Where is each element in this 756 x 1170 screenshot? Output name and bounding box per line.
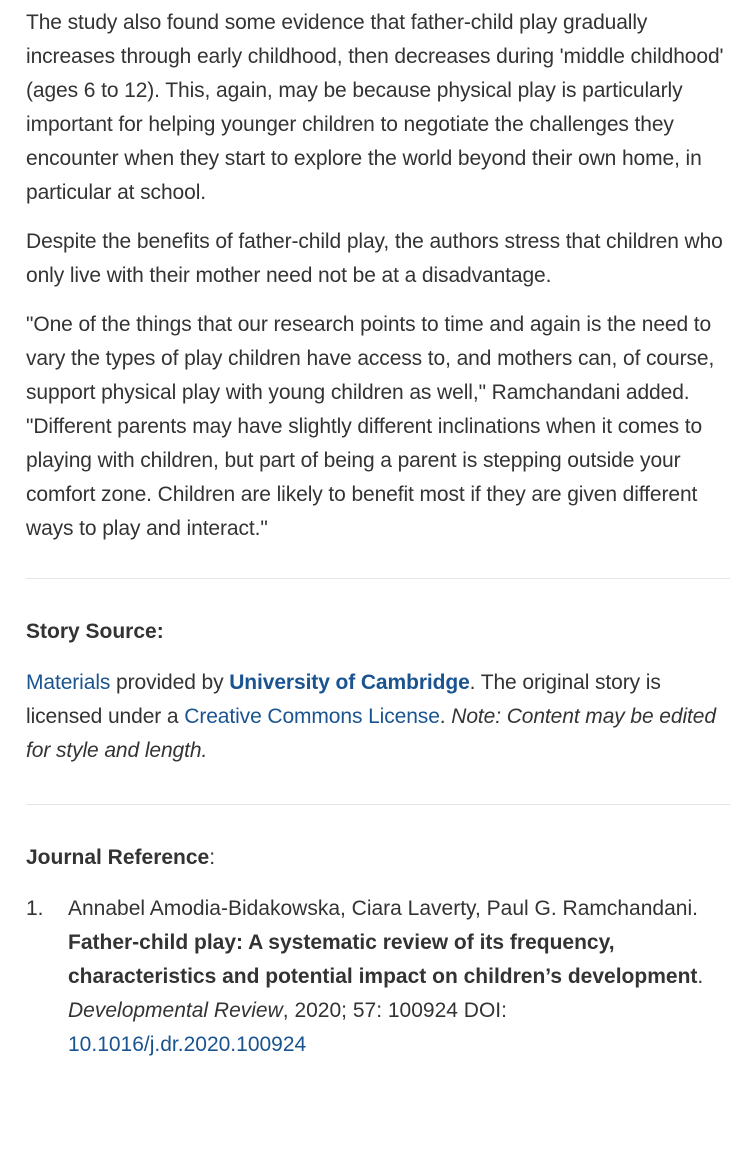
article-paragraph-1: The study also found some evidence that father-child play gradually increases through early childhood, then decreases during 'middle childhood' (ages 6 to 12). This, again, may be because physical play is particularly important for helping younger children to negotiate the challenges they encounter when they start to explore the world beyond their own home, in particular at school. (26, 11, 724, 204)
reference-details: , 2020; 57: 100924 DOI: (282, 999, 507, 1022)
materials-link[interactable]: Materials (26, 671, 111, 694)
license-link[interactable]: Creative Commons License (184, 705, 440, 728)
story-source-heading: Story Source: (26, 620, 164, 643)
university-link[interactable]: University of Cambridge (229, 671, 470, 694)
reference-authors: Annabel Amodia-Bidakowska, Ciara Laverty, Paul G. Ramchandani. (68, 897, 698, 920)
license-period: . (439, 705, 446, 728)
reference-item (26, 892, 730, 1062)
story-source-section (26, 579, 730, 768)
doi-link[interactable]: 10.1016/j.dr.2020.100924 (68, 1033, 307, 1056)
article-paragraph-2: Despite the benefits of father-child play, the authors stress that children who only live with their mother need not be at a disadvantage. (26, 230, 723, 287)
reference-number: 1. (26, 897, 44, 920)
journal-reference-heading (26, 841, 730, 875)
journal-reference-section (26, 805, 730, 1062)
article-paragraph-3: "One of the things that our research points to time and again is the need to vary the types of play children have access to, and mothers can, of course, support physical play with young children as well," Ramchandani added. "Different parents may have slightly different inclinations when it comes to playing with children, but part of being a parent is stepping outside your comfort zone. Children are likely to benefit most if they are given different ways to play and interact." (26, 313, 715, 540)
edit-note: Note: Content may be edited for style and length. (26, 705, 716, 762)
reference-journal: Developmental Review (68, 999, 283, 1022)
reference-list (26, 892, 730, 1062)
journal-reference-heading-label: Journal Reference (26, 846, 210, 869)
provided-by-text: provided by (110, 671, 230, 694)
journal-reference-colon: : (209, 846, 216, 869)
story-source-text (26, 666, 730, 768)
licensed-text: . The original story is licensed under a (26, 671, 661, 728)
reference-separator: . (697, 965, 704, 988)
reference-title: Father-child play: A systematic review of its frequency, characteristics and potential impact on children’s development (68, 931, 698, 988)
